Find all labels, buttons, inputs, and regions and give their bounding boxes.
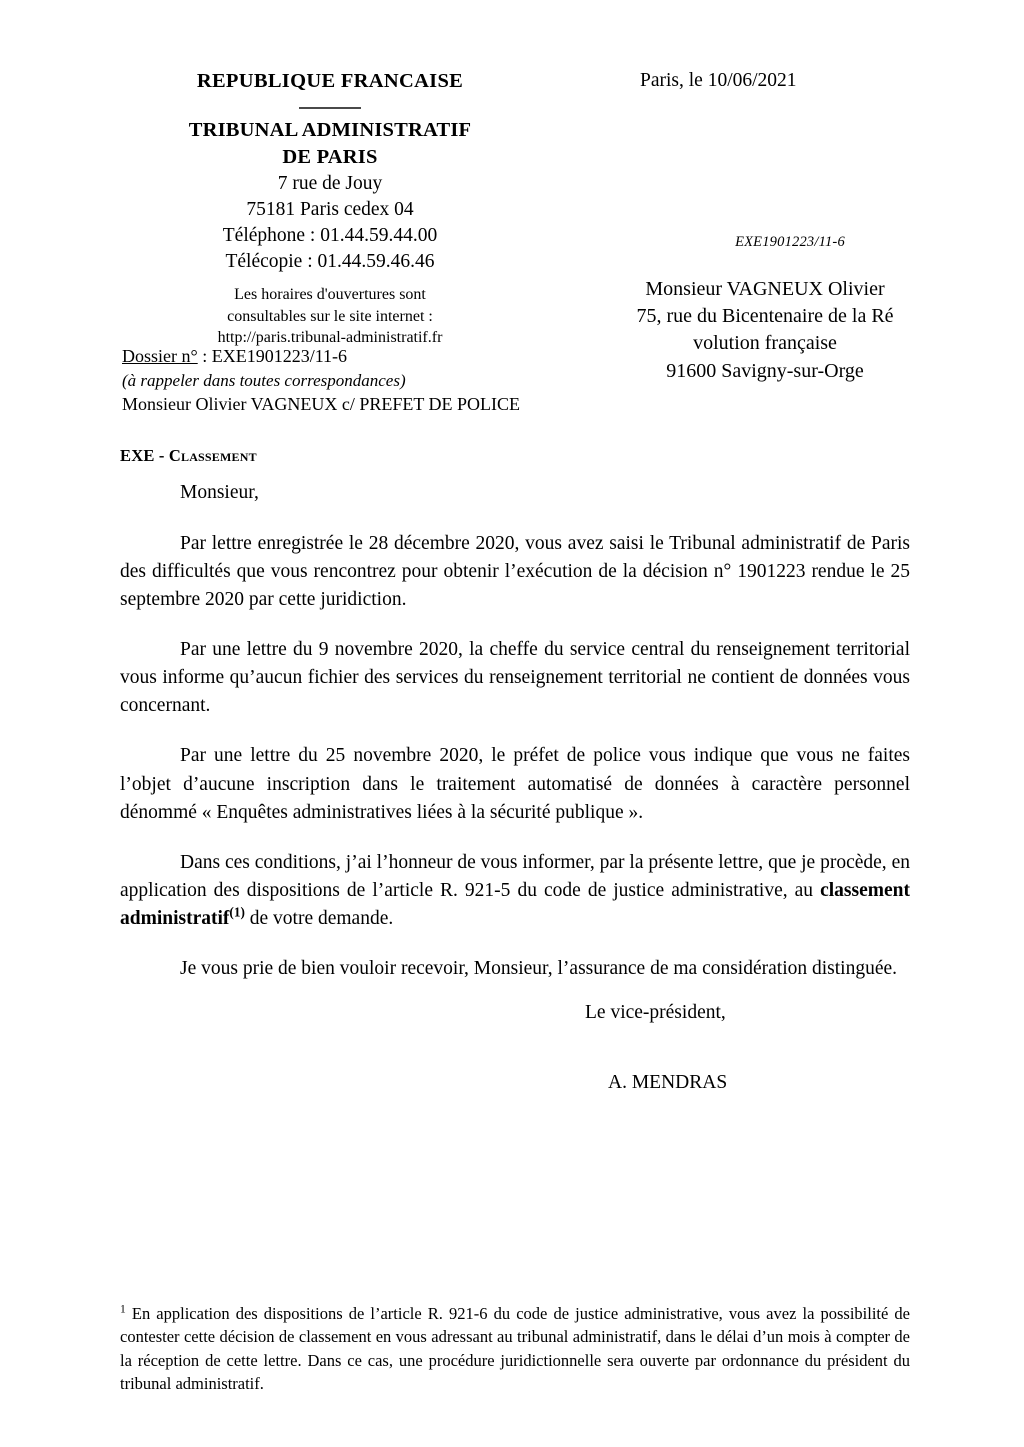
- salutation: Monsieur,: [180, 482, 259, 503]
- tribunal-website-url: http://paris.tribunal-administratif.fr: [217, 329, 443, 347]
- dossier-number: EXE1901223/11-6: [211, 346, 348, 366]
- footnote-text: En application des dispositions de l’article R. 921-6 du code de justice administrative, vous avez la possibilité de contester cette décision de classement en vous adressant au tribunal administratif, dans le délai d’un mois à compter de la réception de cette lettre. Dans ce cas, une procédure juridictionnelle sera ouverte par ordonnance du président du tribunal administratif.: [120, 1304, 910, 1394]
- letter-body: [120, 482, 910, 983]
- body-paragraph-3: Par une lettre du 25 novembre 2020, le préfet de police vous indique que vous ne faites l’objet d’aucune inscription dans le traitement automatisé de données à caractère personnel dénommé « Enquêtes administratives liées à la sécurité publique ».: [120, 745, 910, 823]
- body-paragraph-4: [120, 849, 910, 933]
- recipient-address-block: [600, 276, 930, 385]
- signatory-title: Le vice-président,: [585, 1002, 726, 1023]
- tribunal-fax: Télécopie : 01.44.59.46.46: [225, 251, 435, 273]
- republic-title: REPUBLIQUE FRANCAISE: [196, 70, 464, 92]
- footnote-block: [120, 1302, 910, 1396]
- header-divider-rule: [299, 107, 361, 109]
- dossier-recall-note: (à rappeler dans toutes correspondances): [122, 370, 406, 390]
- signatory-name: A. MENDRAS: [608, 1072, 728, 1093]
- opening-hours-line-2: consultables sur le site internet :: [227, 307, 433, 325]
- signature-block: [585, 1002, 915, 1094]
- paragraph-4-text-before: Dans ces conditions, j’ai l’honneur de vous informer, par la présente lettre, que je procède, en application des dispositions de l’article R. 921-5 du code de justice administrative, au: [120, 851, 910, 901]
- tribunal-postal-city: 75181 Paris cedex 04: [246, 198, 414, 220]
- case-reference: EXE1901223/11-6: [735, 234, 845, 250]
- tribunal-phone: Téléphone : 01.44.59.44.00: [222, 224, 438, 246]
- dossier-number-line: [122, 344, 582, 369]
- dossier-label: Dossier n°: [122, 346, 198, 366]
- subject-line: [120, 446, 257, 466]
- paragraph-4-text-after: de votre demande.: [244, 907, 394, 929]
- tribunal-street: 7 rue de Jouy: [277, 172, 383, 194]
- body-paragraph-5: Je vous prie de bien vouloir recevoir, Monsieur, l’assurance de ma considération distinguée.: [180, 957, 898, 979]
- letterhead-block: [120, 68, 540, 275]
- classement-administratif-emphasis: classement administratif: [120, 879, 910, 929]
- dossier-block: [122, 344, 582, 417]
- footnote-number: 1: [120, 1303, 126, 1316]
- recipient-name: Monsieur VAGNEUX Olivier: [645, 278, 885, 300]
- recipient-postal-city: 91600 Savigny-sur-Orge: [666, 359, 864, 382]
- tribunal-name-line2: DE PARIS: [282, 145, 378, 168]
- letter-header: [0, 68, 1024, 415]
- body-paragraph-2: Par une lettre du 9 novembre 2020, la cheffe du service central du renseignement territorial vous informe qu’aucun fichier des services du renseignement territorial ne contient de données vous concernant.: [120, 639, 910, 717]
- footnote-reference-mark: (1): [229, 904, 245, 920]
- recipient-street-line-2: volution française: [693, 332, 837, 355]
- opening-hours-block: [120, 284, 540, 349]
- letter-date: Paris, le 10/06/2021: [640, 70, 797, 91]
- body-paragraph-1: Par lettre enregistrée le 28 décembre 2020, vous avez saisi le Tribunal administratif de Paris des difficultés que vous rencontrez pour obtenir l’exécution de la décision n° 1901223 rendue le 25 septembre 2020 par cette juridiction.: [120, 533, 910, 611]
- tribunal-name-line1: TRIBUNAL ADMINISTRATIF: [188, 118, 472, 141]
- opening-hours-line-1: Les horaires d'ouvertures sont: [234, 286, 426, 303]
- dossier-parties: Monsieur Olivier VAGNEUX c/ PREFET DE POLICE: [122, 394, 520, 415]
- dossier-separator: :: [197, 346, 212, 366]
- subject-prefix: EXE -: [120, 446, 169, 465]
- subject-text: Classement: [168, 446, 257, 465]
- recipient-street-line-1: 75, rue du Bicentenaire de la Ré: [636, 305, 894, 328]
